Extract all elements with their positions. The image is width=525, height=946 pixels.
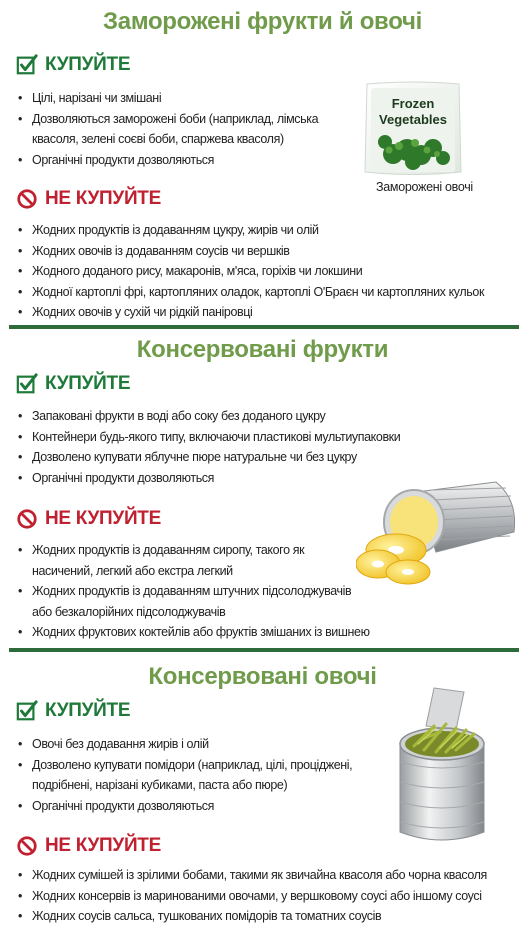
buy-label: КУПУЙТЕ — [45, 54, 131, 75]
list-item: насичений, легкий або екстра легкий — [32, 563, 233, 578]
package-text-line1: Frozen — [391, 96, 435, 111]
list-item: • Жодних овочів у сухій чи рідкій паніровці — [16, 302, 484, 323]
list-item: • Органічні продукти дозволяються — [16, 150, 318, 171]
canned-fruit-title: Консервовані фрукти — [136, 336, 389, 363]
list-item: квасоля, зелені соєві боби, спаржева квасоля) — [32, 132, 284, 146]
list-item: • Жодних овочів із додаванням соусів чи вершків — [16, 241, 484, 262]
buy-label: КУПУЙТЕ — [45, 700, 131, 721]
canned-veg-nobuy-header — [16, 835, 161, 857]
frozen-vegetables-package-image — [363, 80, 463, 178]
frozen-image-caption: Заморожені овочі — [376, 180, 473, 194]
list-item: • Органічні продукти дозволяються — [16, 796, 352, 817]
package-text-line2: Vegetables — [379, 112, 447, 127]
list-item: • Дозволено купувати яблучне пюре натуральне чи без цукру — [16, 447, 400, 468]
frozen-nobuy-list — [16, 220, 484, 323]
list-item: • Овочі без додавання жирів і олій — [16, 734, 352, 755]
checkbox-check-icon — [16, 373, 38, 395]
frozen-buy-list — [16, 88, 318, 170]
canned-fruit-buy-list — [16, 406, 400, 488]
list-item: • Запаковані фрукти в воді або соку без доданого цукру — [16, 406, 400, 427]
checkbox-check-icon — [16, 54, 38, 76]
list-item: • Дозволено купувати помідори (наприклад, цілі, проціджені, — [16, 755, 352, 776]
prohibited-icon — [16, 188, 38, 210]
canned-veg-buy-list — [16, 734, 352, 816]
checkbox-check-icon — [16, 700, 38, 722]
nobuy-label: НЕ КУПУЙТЕ — [45, 835, 161, 856]
section-divider — [9, 648, 519, 652]
canned-veg-title: Консервовані овочі — [148, 663, 377, 690]
buy-label: КУПУЙТЕ — [45, 373, 131, 394]
list-item: • Жодних консервів із маринованими овочами, у вершковому соусі або іншому соусі — [16, 886, 487, 907]
frozen-buy-header — [16, 54, 130, 76]
list-item: • Жодного доданого рису, макаронів, м'яса, горіхів чи локшини — [16, 261, 484, 282]
canned-fruit-nobuy-header — [16, 508, 161, 530]
canned-veg-buy-header — [16, 700, 130, 722]
list-item: • Жодних продуктів із додаванням сиропу, такого як — [16, 540, 370, 561]
prohibited-icon — [16, 835, 38, 857]
list-item: • Жодних соусів сальса, тушкованих помідорів та томатних соусів — [16, 906, 487, 927]
canned-veg-nobuy-list — [16, 865, 487, 927]
list-item: або безкалорійних підсолоджувачів — [32, 604, 226, 619]
list-item: • Жодної картоплі фрі, картопляних оладок, картоплі О'Браєн чи картопляних кульок — [16, 282, 484, 303]
list-item: • Цілі, нарізані чи змішані — [16, 88, 318, 109]
list-item: • Жодних сумішей із зрілими бобами, такими як звичайна квасоля або чорна квасоля — [16, 865, 487, 886]
frozen-nobuy-header — [16, 188, 161, 210]
list-item: • Жодних продуктів із додаванням цукру, жирів чи олій — [16, 220, 484, 241]
list-item: • Органічні продукти дозволяються — [16, 468, 400, 489]
list-item: • Дозволяються заморожені боби (наприклад, лімська — [16, 109, 318, 130]
frozen-title: Заморожені фрукти й овочі — [103, 8, 422, 35]
list-item: • Жодних фруктових коктейлів або фруктів змішаних із вишнею — [16, 622, 370, 643]
list-item: • Контейнери будь-якого типу, включаючи пластикові мультиупаковки — [16, 427, 400, 448]
canned-fruit-buy-header — [16, 373, 130, 395]
section-divider — [9, 325, 519, 329]
nobuy-label: НЕ КУПУЙТЕ — [45, 188, 161, 209]
prohibited-icon — [16, 508, 38, 530]
list-item: • Жодних продуктів із додаванням штучних підсолоджувачів — [16, 581, 370, 602]
canned-pineapple-image — [356, 478, 520, 590]
list-item: подрібнені, нарізані кубиками, паста або пюре) — [32, 778, 288, 792]
canned-green-beans-image — [394, 686, 504, 846]
canned-fruit-nobuy-list — [16, 540, 370, 643]
nobuy-label: НЕ КУПУЙТЕ — [45, 508, 161, 529]
